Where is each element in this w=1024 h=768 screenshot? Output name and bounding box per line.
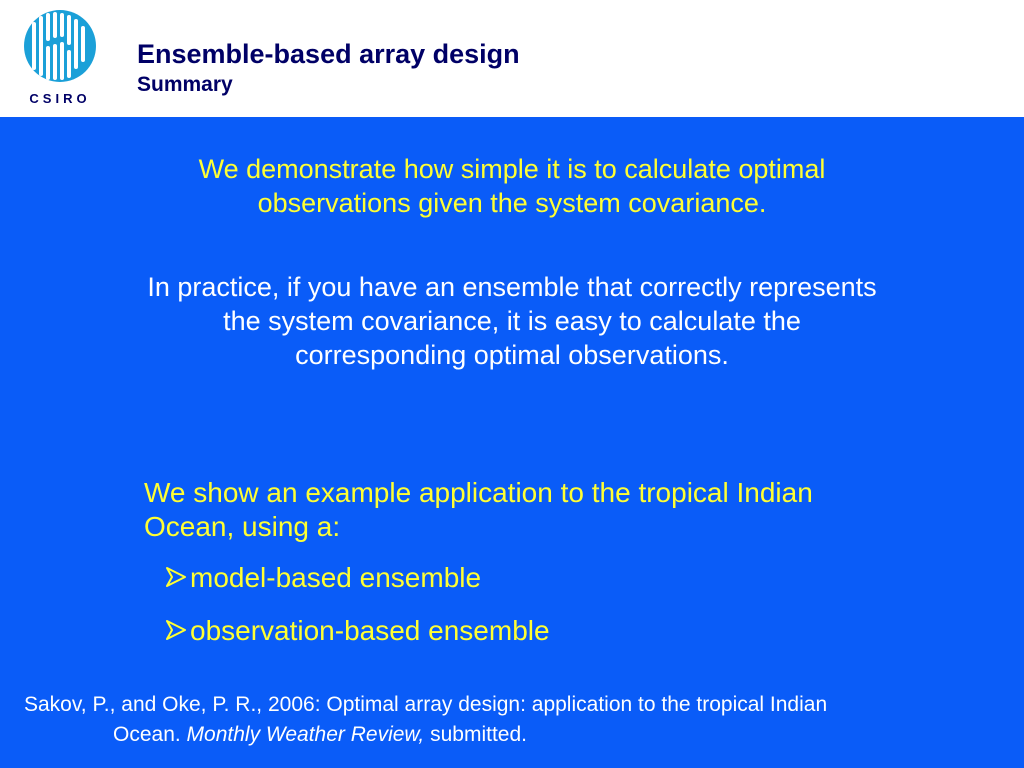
logo-text: CSIRO xyxy=(29,91,91,106)
bullet-text: model-based ensemble xyxy=(190,562,482,593)
bullet-text: observation-based ensemble xyxy=(190,615,550,646)
citation xyxy=(24,690,1014,750)
citation-line-2 xyxy=(24,720,1014,750)
practice-paragraph: In practice, if you have an ensemble that correctly represents the system covariance, it is easy to calculate the corresponding optimal observations. xyxy=(147,272,877,370)
arrowhead-bullet-icon xyxy=(164,566,188,588)
slide-header xyxy=(0,0,1024,117)
citation-line-1: Sakov, P., and Oke, P. R., 2006: Optimal array design: application to the tropical Indian xyxy=(24,693,828,716)
csiro-logo xyxy=(20,8,100,108)
citation-ocean: Ocean. xyxy=(113,723,187,746)
arrowhead-bullet-icon xyxy=(164,619,188,641)
intro-paragraph: We demonstrate how simple it is to calculate optimal observations given the system covariance. xyxy=(198,154,826,218)
slide-title: Ensemble-based array design xyxy=(137,39,520,69)
bullet-item-observation-ensemble xyxy=(164,614,550,648)
citation-status: submitted. xyxy=(424,723,527,746)
citation-journal: Monthly Weather Review, xyxy=(186,723,425,746)
slide-subtitle: Summary xyxy=(137,73,233,96)
example-paragraph: We show an example application to the tropical Indian Ocean, using a: xyxy=(144,477,813,542)
title-block xyxy=(137,38,520,98)
bullet-item-model-ensemble xyxy=(164,561,481,595)
